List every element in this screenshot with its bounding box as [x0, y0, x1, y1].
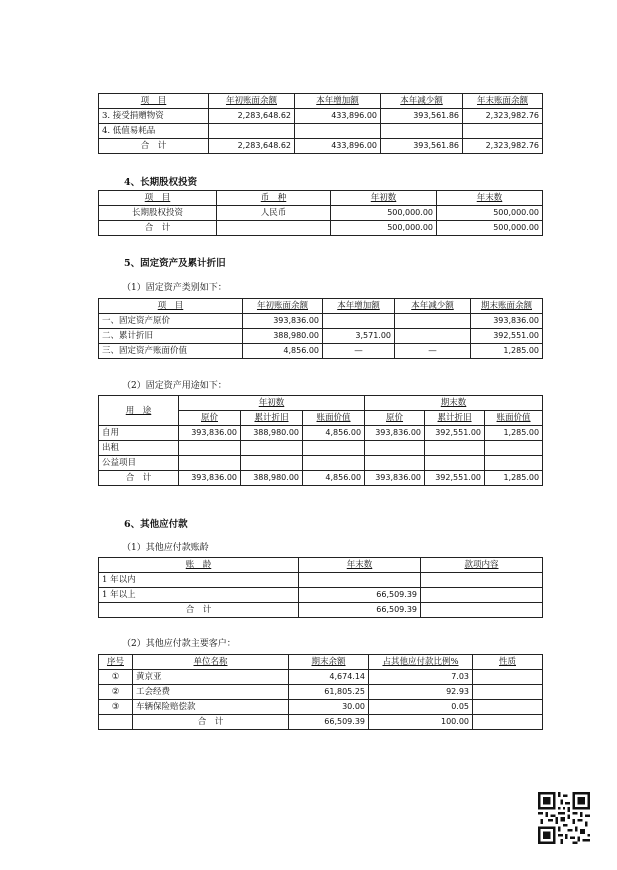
- cell-value: 393,836.00: [243, 314, 323, 329]
- cell-value: 433,896.00: [295, 109, 381, 124]
- table-row-total: [99, 715, 543, 730]
- cell-value: [485, 456, 543, 471]
- row-label: 合 计: [133, 715, 289, 730]
- cell-value: 66,509.39: [299, 588, 421, 603]
- subheader-cell: 原价: [179, 411, 241, 426]
- cell-value: [365, 456, 425, 471]
- row-index: ②: [99, 685, 133, 700]
- qr-code-icon: [538, 792, 590, 844]
- cell-value: 2,283,648.62: [209, 109, 295, 124]
- table-row: [99, 588, 543, 603]
- section-title-other-payables: 6、其他应付款: [124, 519, 188, 530]
- cell-value: [241, 456, 303, 471]
- table-payables-customers: [98, 654, 543, 730]
- header-cell: 款项内容: [421, 558, 543, 573]
- cell-value: 4,856.00: [303, 471, 365, 486]
- cell-value: 1,285.00: [471, 344, 543, 359]
- section-title-fixed-assets: 5、固定资产及累计折旧: [124, 258, 226, 269]
- header-cell: 序号: [99, 655, 133, 670]
- header-cell: 项 目: [99, 94, 209, 109]
- row-label: 合 计: [99, 221, 217, 236]
- subheader-cell: 账面价值: [485, 411, 543, 426]
- section-title-long-term-equity: 4、长期股权投资: [124, 177, 198, 188]
- cell-value: [381, 124, 463, 139]
- header-cell: 本年减少额: [381, 94, 463, 109]
- cell-value: [421, 603, 543, 618]
- cell-value: 392,551.00: [471, 329, 543, 344]
- cell-value: 0.05: [369, 700, 473, 715]
- cell-value: 500,000.00: [437, 221, 543, 236]
- cell-value: 1,285.00: [485, 471, 543, 486]
- row-label: 合 计: [99, 603, 299, 618]
- header-cell: 本年增加额: [323, 299, 395, 314]
- table-row: [99, 426, 543, 441]
- row-label: 合 计: [99, 139, 209, 154]
- cell-value: 66,509.39: [289, 715, 369, 730]
- table-row-total: [99, 471, 543, 486]
- header-cell: 项 目: [99, 299, 243, 314]
- cell-value: [217, 221, 331, 236]
- table-row: [99, 700, 543, 715]
- table-row: [99, 685, 543, 700]
- header-cell: 项 目: [99, 191, 217, 206]
- cell-value: 2,283,648.62: [209, 139, 295, 154]
- table-row: [99, 314, 543, 329]
- cell-value: 388,980.00: [241, 426, 303, 441]
- cell-value: [463, 124, 543, 139]
- row-label: 公益项目: [99, 456, 179, 471]
- table-row: [99, 670, 543, 685]
- cell-value: [241, 441, 303, 456]
- row-label: 工会经费: [133, 685, 289, 700]
- cell-value: 393,561.86: [381, 139, 463, 154]
- header-cell: 年初账面余额: [243, 299, 323, 314]
- header-cell: 单位名称: [133, 655, 289, 670]
- cell-value: 7.03: [369, 670, 473, 685]
- subheader-cell: 原价: [365, 411, 425, 426]
- cell-value: 3,571.00: [323, 329, 395, 344]
- row-label: 合 计: [99, 471, 179, 486]
- header-cell: 本年减少额: [395, 299, 471, 314]
- row-label: 出租: [99, 441, 179, 456]
- cell-value: 1,285.00: [485, 426, 543, 441]
- cell-value: 4,856.00: [303, 426, 365, 441]
- row-label: 自用: [99, 426, 179, 441]
- table-fixed-asset-categories: [98, 298, 543, 359]
- table-payables-aging: [98, 557, 543, 618]
- table-row: [99, 456, 543, 471]
- cell-value: 人民币: [217, 206, 331, 221]
- cell-value: 61,805.25: [289, 685, 369, 700]
- cell-value: 392,551.00: [425, 471, 485, 486]
- row-index: ①: [99, 670, 133, 685]
- cell-value: [473, 685, 543, 700]
- cell-value: 100.00: [369, 715, 473, 730]
- table-row-total: [99, 221, 543, 236]
- cell-value: 2,323,982.76: [463, 139, 543, 154]
- cell-value: 388,980.00: [241, 471, 303, 486]
- cell-value: 388,980.00: [243, 329, 323, 344]
- cell-value: 2,323,982.76: [463, 109, 543, 124]
- table-row-total: [99, 603, 543, 618]
- cell-value: [425, 456, 485, 471]
- table-row: [99, 206, 543, 221]
- cell-value: —: [395, 344, 471, 359]
- row-label: 黄京亚: [133, 670, 289, 685]
- cell-value: [395, 314, 471, 329]
- header-cell: 性质: [473, 655, 543, 670]
- table-row: [99, 344, 543, 359]
- cell-value: 393,836.00: [471, 314, 543, 329]
- cell-value: 500,000.00: [437, 206, 543, 221]
- table-row: [99, 573, 543, 588]
- table-row: [99, 124, 543, 139]
- subheader-cell: 累计折旧: [425, 411, 485, 426]
- header-group-begin: 年初数: [179, 396, 365, 411]
- subtitle-payables-customers: （2）其他应付款主要客户：: [122, 639, 236, 649]
- cell-value: [421, 588, 543, 603]
- cell-value: 500,000.00: [331, 221, 437, 236]
- table-fixed-asset-usage: [98, 395, 543, 486]
- cell-value: 433,896.00: [295, 139, 381, 154]
- header-usage: 用 途: [99, 396, 179, 426]
- cell-value: [295, 124, 381, 139]
- cell-value: 393,836.00: [365, 426, 425, 441]
- row-label: 二、累计折旧: [99, 329, 243, 344]
- header-cell: 账 龄: [99, 558, 299, 573]
- cell-value: [395, 329, 471, 344]
- table-inventory: [98, 93, 543, 154]
- cell-value: [303, 441, 365, 456]
- row-label: 4. 低值易耗品: [99, 124, 209, 139]
- cell-value: 4,674.14: [289, 670, 369, 685]
- cell-value: [473, 700, 543, 715]
- table-long-term-equity: [98, 190, 543, 236]
- table-row-total: [99, 139, 543, 154]
- cell-value: 392,551.00: [425, 426, 485, 441]
- table-row: [99, 329, 543, 344]
- header-cell: 年末数: [437, 191, 543, 206]
- row-index: ③: [99, 700, 133, 715]
- subheader-cell: 账面价值: [303, 411, 365, 426]
- cell-value: [209, 124, 295, 139]
- row-label: 长期股权投资: [99, 206, 217, 221]
- row-label: 车辆保险赔偿款: [133, 700, 289, 715]
- cell-value: 393,836.00: [179, 426, 241, 441]
- subtitle-fixed-asset-categories: （1）固定资产类别如下：: [122, 283, 227, 293]
- header-cell: 币 种: [217, 191, 331, 206]
- cell-value: 393,836.00: [365, 471, 425, 486]
- header-cell: 占其他应付款比例%: [369, 655, 473, 670]
- cell-value: [425, 441, 485, 456]
- header-cell: 期末余额: [289, 655, 369, 670]
- row-label: 三、固定资产账面价值: [99, 344, 243, 359]
- cell-value: 4,856.00: [243, 344, 323, 359]
- row-label: 1 年以上: [99, 588, 299, 603]
- row-index: [99, 715, 133, 730]
- cell-value: [299, 573, 421, 588]
- cell-value: [473, 715, 543, 730]
- subtitle-fixed-asset-usage: （2）固定资产用途如下：: [122, 381, 227, 391]
- cell-value: [421, 573, 543, 588]
- cell-value: 393,836.00: [179, 471, 241, 486]
- subheader-cell: 累计折旧: [241, 411, 303, 426]
- cell-value: —: [323, 344, 395, 359]
- cell-value: [473, 670, 543, 685]
- header-cell: 年末数: [299, 558, 421, 573]
- cell-value: 500,000.00: [331, 206, 437, 221]
- table-row: [99, 441, 543, 456]
- cell-value: 66,509.39: [299, 603, 421, 618]
- header-group-end: 期末数: [365, 396, 543, 411]
- subtitle-payables-aging: （1）其他应付款账龄: [122, 543, 209, 553]
- cell-value: [365, 441, 425, 456]
- table-row: [99, 109, 543, 124]
- cell-value: [179, 441, 241, 456]
- row-label: 1 年以内: [99, 573, 299, 588]
- cell-value: [485, 441, 543, 456]
- cell-value: 393,561.86: [381, 109, 463, 124]
- header-cell: 年末账面余额: [463, 94, 543, 109]
- row-label: 一、固定资产原价: [99, 314, 243, 329]
- cell-value: [303, 456, 365, 471]
- cell-value: [179, 456, 241, 471]
- row-label: 3. 接受捐赠物资: [99, 109, 209, 124]
- header-cell: 期末账面余额: [471, 299, 543, 314]
- header-cell: 年初数: [331, 191, 437, 206]
- cell-value: 92.93: [369, 685, 473, 700]
- header-cell: 本年增加额: [295, 94, 381, 109]
- cell-value: [323, 314, 395, 329]
- cell-value: 30.00: [289, 700, 369, 715]
- header-cell: 年初账面余额: [209, 94, 295, 109]
